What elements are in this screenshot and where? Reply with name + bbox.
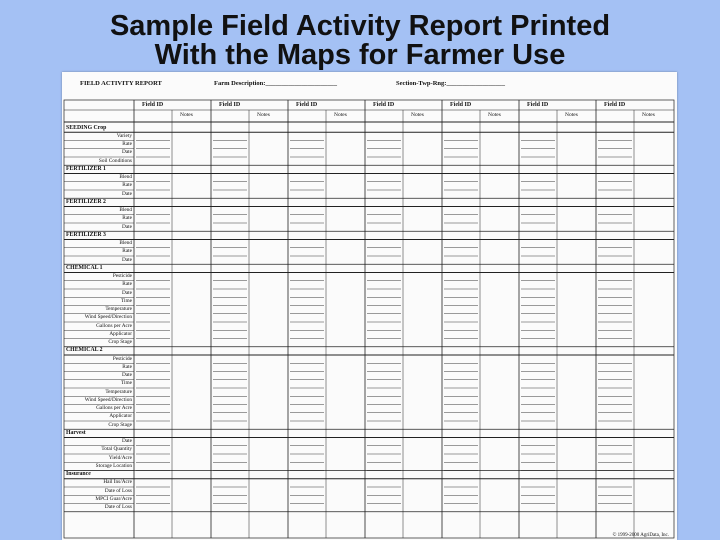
field-activity-report-scan — [62, 72, 677, 540]
section-label: FERTILIZER 1 — [66, 165, 106, 172]
row-label: Gallons per Acre — [96, 405, 132, 411]
field-id-header: Field ID — [373, 102, 395, 108]
row-label: Rate — [122, 363, 132, 370]
section-label: Harvest — [66, 429, 86, 436]
row-label: Date — [122, 372, 132, 378]
slide-title — [0, 12, 720, 70]
row-label: Wind Speed/Direction — [84, 396, 132, 403]
row-label: Rate — [122, 215, 132, 222]
field-id-header: Field ID — [527, 102, 549, 108]
section-label: FERTILIZER 3 — [66, 231, 106, 238]
row-label: Total Quantity — [101, 446, 132, 453]
farm-description-label: Farm Description:______________________ — [214, 80, 337, 87]
row-label: Temperature — [105, 306, 132, 312]
row-label: Yield/Acre — [108, 454, 132, 461]
row-label: Date — [122, 223, 132, 230]
row-label: Applicator — [109, 413, 132, 420]
row-label: Rate — [122, 248, 132, 255]
row-label: Hail Ins/Acre — [103, 479, 132, 486]
field-id-header: Field ID — [604, 102, 626, 108]
row-label: Storage Location — [95, 462, 132, 469]
row-label: Temperature — [105, 388, 132, 395]
row-label: Rate — [122, 141, 132, 147]
row-label: Rate — [122, 281, 132, 288]
row-label: Pesticide — [112, 273, 132, 279]
section-label: FERTILIZER 2 — [66, 198, 106, 205]
field-id-header: Field ID — [219, 102, 241, 108]
grid-border — [64, 100, 674, 538]
row-label: Time — [121, 380, 132, 387]
section-label: SEEDING Crop — [66, 124, 107, 131]
field-id-header: Field ID — [296, 102, 318, 108]
notes-header: Notes — [565, 112, 578, 118]
row-label: Gallons per Acre — [96, 322, 132, 329]
report-grid — [62, 72, 677, 540]
row-label: Soil Conditions — [98, 157, 132, 164]
row-label: Applicator — [109, 330, 132, 337]
row-label: Date of Loss — [104, 504, 132, 510]
row-label: Blend — [119, 240, 132, 246]
row-label: Crop Stage — [108, 421, 132, 428]
field-id-header: Field ID — [450, 102, 472, 108]
section-twp-rng-label: Section-Twp-Rng:__________________ — [396, 80, 505, 87]
row-label: Blend — [119, 207, 132, 213]
row-label: Date of Loss — [104, 487, 132, 494]
row-label: Time — [121, 297, 132, 304]
row-label: Date — [122, 149, 132, 156]
notes-header: Notes — [411, 112, 424, 118]
notes-header: Notes — [257, 112, 270, 118]
slide-title-line-2: With the Maps for Farmer Use — [154, 39, 566, 71]
copyright-notice: © 1999-2000 AgriData, Inc. — [612, 533, 669, 538]
row-label: Variety — [116, 132, 132, 139]
report-title: FIELD ACTIVITY REPORT — [80, 80, 162, 87]
row-label: Date — [122, 289, 132, 296]
notes-header: Notes — [180, 112, 193, 118]
row-label: Date — [122, 190, 132, 197]
row-label: Rate — [122, 182, 132, 189]
notes-header: Notes — [642, 112, 655, 118]
row-label: Date — [122, 256, 132, 263]
field-id-header: Field ID — [142, 102, 164, 108]
section-label: Insurance — [66, 471, 91, 477]
row-label: Wind Speed/Direction — [84, 314, 132, 321]
slide-title-line-1: Sample Field Activity Report Printed — [109, 10, 611, 42]
notes-header: Notes — [488, 112, 501, 118]
row-label: Blend — [119, 174, 132, 180]
section-label: CHEMICAL 2 — [66, 347, 103, 354]
row-label: MPCI Guar/Acre — [95, 495, 132, 502]
row-label: Date — [122, 438, 132, 444]
row-label: Pesticide — [112, 355, 132, 362]
notes-header: Notes — [334, 112, 347, 118]
row-label: Crop Stage — [108, 339, 132, 345]
section-label: CHEMICAL 1 — [66, 264, 103, 271]
